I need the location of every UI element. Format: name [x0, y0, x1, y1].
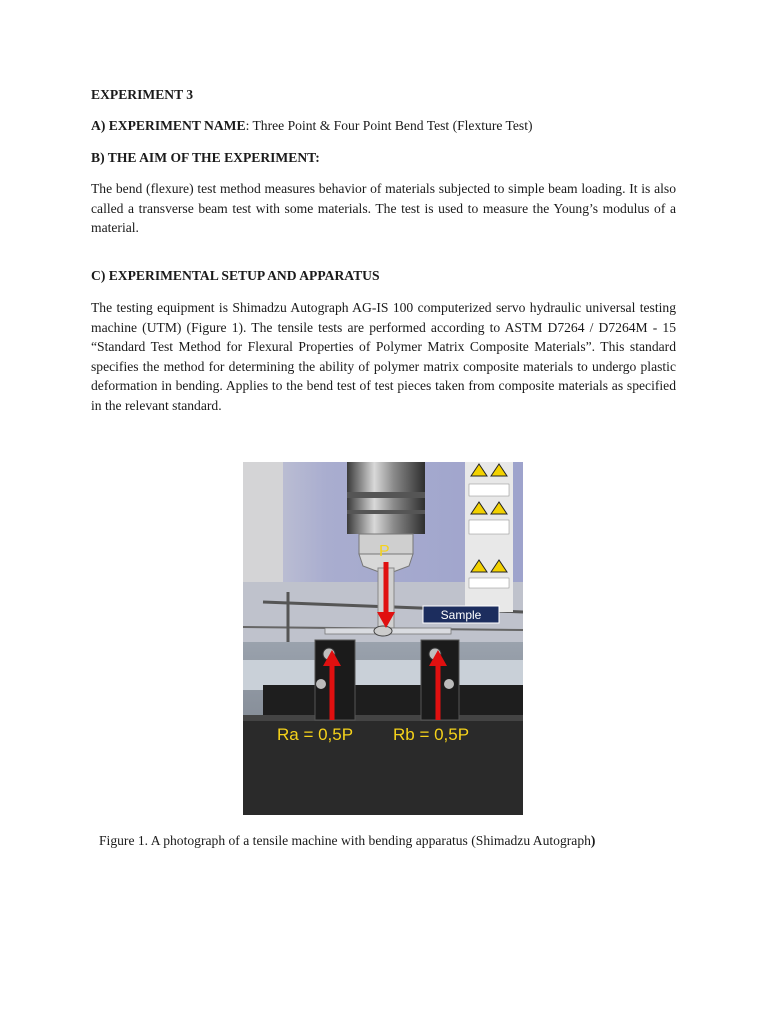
figure-caption-text: Figure 1. A photograph of a tensile machine with bending apparatus (Shimadzu Autograph — [99, 833, 591, 848]
reaction-a-label: Ra = 0,5P — [277, 725, 354, 744]
experiment-name-label: A) EXPERIMENT NAME — [91, 118, 246, 133]
load-label: P — [379, 543, 390, 560]
warning-labels — [465, 462, 513, 612]
aim-heading: B) THE AIM OF THE EXPERIMENT: — [91, 150, 320, 165]
experiment-title: EXPERIMENT 3 — [91, 87, 194, 102]
setup-heading: C) EXPERIMENTAL SETUP AND APPARATUS — [91, 268, 380, 283]
tensile-machine-photo — [243, 462, 523, 815]
figure-caption-end: ) — [590, 833, 596, 848]
experiment-name-value: : Three Point & Four Point Bend Test (Flexture Test) — [245, 118, 533, 133]
aim-paragraph: The bend (flexure) test method measures behavior of materials subjected to simple beam loading. It is also called a transverse beam test with some materials. The test is used to measure the Young’s modulus of a material. — [91, 181, 676, 236]
figure-caption — [99, 831, 699, 851]
support-left — [315, 640, 355, 720]
sample-label: Sample — [440, 608, 482, 622]
setup-paragraph: The testing equipment is Shimadzu Autograph AG-IS 100 computerized servo hydraulic universal testing machine (UTM) (Figure 1). The tensile tests are performed according to ASTM D7264 / D7264M - 15 “Standard Test Method for Flexural Properties of Polymer Matrix Composite Materials”. This standard specifies the method for determining the ability of polymer matrix composite materials to undergo plastic deformation in bending. Applies to the bend test of test pieces taken from composite materials as specified in the relevant standard. — [91, 300, 676, 413]
experiment-name-line — [91, 116, 676, 136]
reaction-b-label: Rb = 0,5P — [393, 725, 470, 744]
